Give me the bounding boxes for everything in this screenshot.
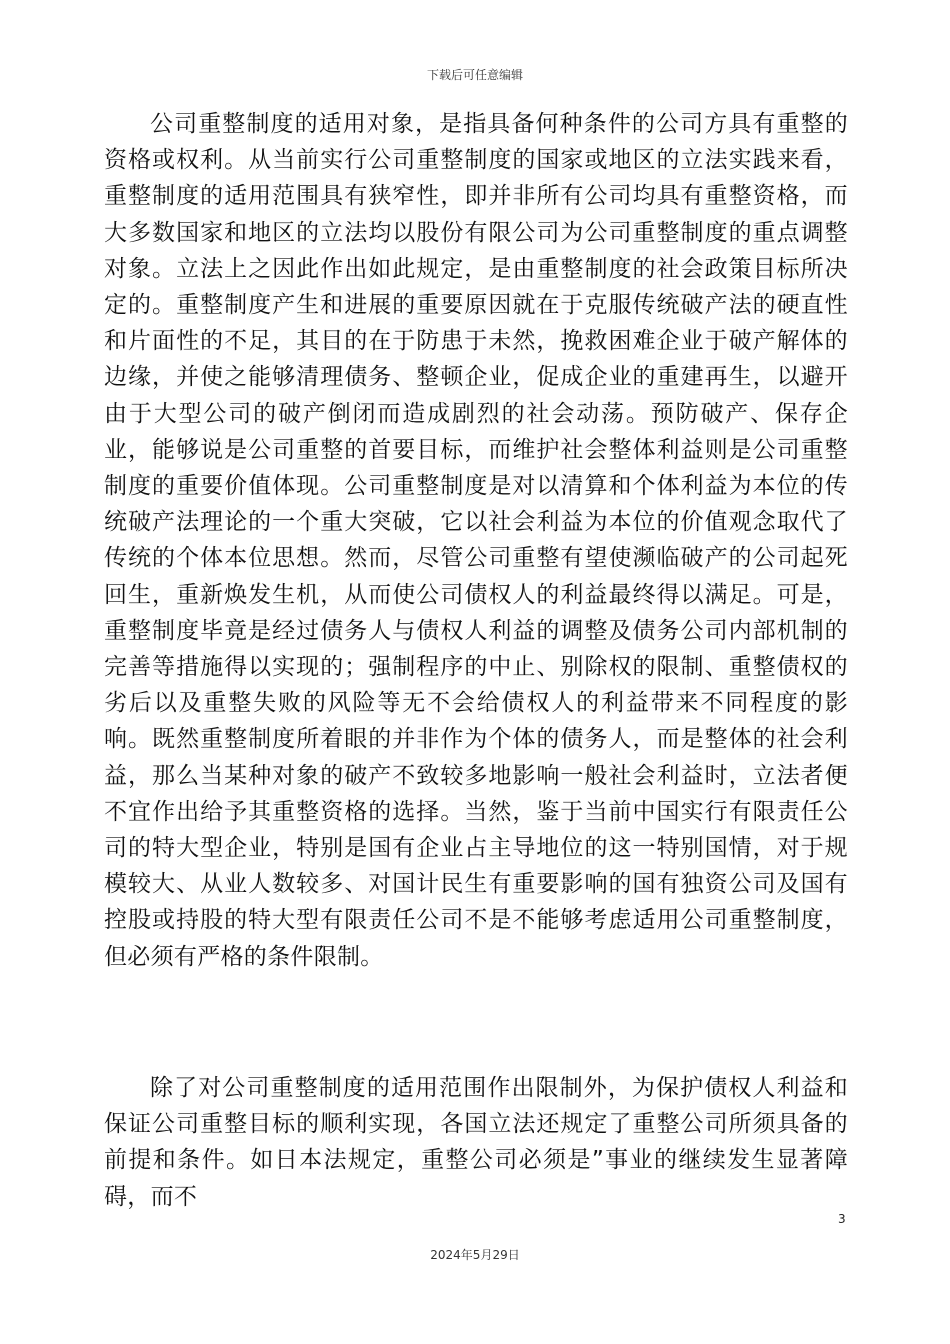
body-paragraph-1 <box>104 106 848 975</box>
body-paragraph-2 <box>104 1070 848 1215</box>
paragraph-text: 除了对公司重整制度的适用范围作出限制外，为保护债权人利益和保证公司重整目标的顺利实现，各国立法还规定了重整公司所须具备的前提和条件。如日本法规定，重整公司必须是”事业的继续发生显著障碍，而不 <box>104 1075 848 1210</box>
page-footer-date: 2024年5月29日 <box>430 1248 520 1262</box>
paragraph-text: 公司重整制度的适用对象，是指具备何种条件的公司方具有重整的资格或权利。从当前实行公司重整制度的国家或地区的立法实践来看，重整制度的适用范围具有狭窄性，即并非所有公司均具有重整资格，而大多数国家和地区的立法均以股份有限公司为公司重整制度的重点调整对象。立法上之因此作出如此规定，是由重整制度的社会政策目标所决定的。重整制度产生和进展的重要原因就在于克服传统破产法的硬直性和片面性的不足，其目的在于防患于未然，挽救困难企业于破产解体的边缘，并使之能够清理债务、整顿企业，促成企业的重建再生，以避开由于大型公司的破产倒闭而造成剧烈的社会动荡。预防破产、保存企业，能够说是公司重整的首要目标，而维护社会整体利益则是公司重整制度的重要价值体现。公司重整制度是对以清算和个体利益为本位的传统破产法理论的一个重大突破，它以社会利益为本位的价值观念取代了传统的个体本位思想。然而，尽管公司重整有望使濒临破产的公司起死回生，重新焕发生机，从而使公司债权人的利益最终得以满足。可是，重整制度毕竟是经过债务人与债权人利益的调整及债务公司内部机制的完善等措施得以实现的；强制程序的中止、别除权的限制、重整债权的劣后以及重整失败的风险等无不会给债权人的利益带来不同程度的影响。既然重整制度所着眼的并非作为个体的债务人，而是整体的社会利益，那么当某种对象的破产不致较多地影响一般社会利益时，立法者便不宜作出给予其重整资格的选择。当然，鉴于当前中国实行有限责任公司的特大型企业，特别是国有企业占主导地位的这一特别国情，对于规模较大、从业人数较多、对国计民生有重要影响的国有独资公司及国有控股或持股的特大型有限责任公司不是不能够考虑适用公司重整制度，但必须有严格的条件限制。 <box>104 111 848 970</box>
page-number: 3 <box>838 1212 846 1226</box>
page-header: 下载后可任意编辑 <box>426 68 523 82</box>
